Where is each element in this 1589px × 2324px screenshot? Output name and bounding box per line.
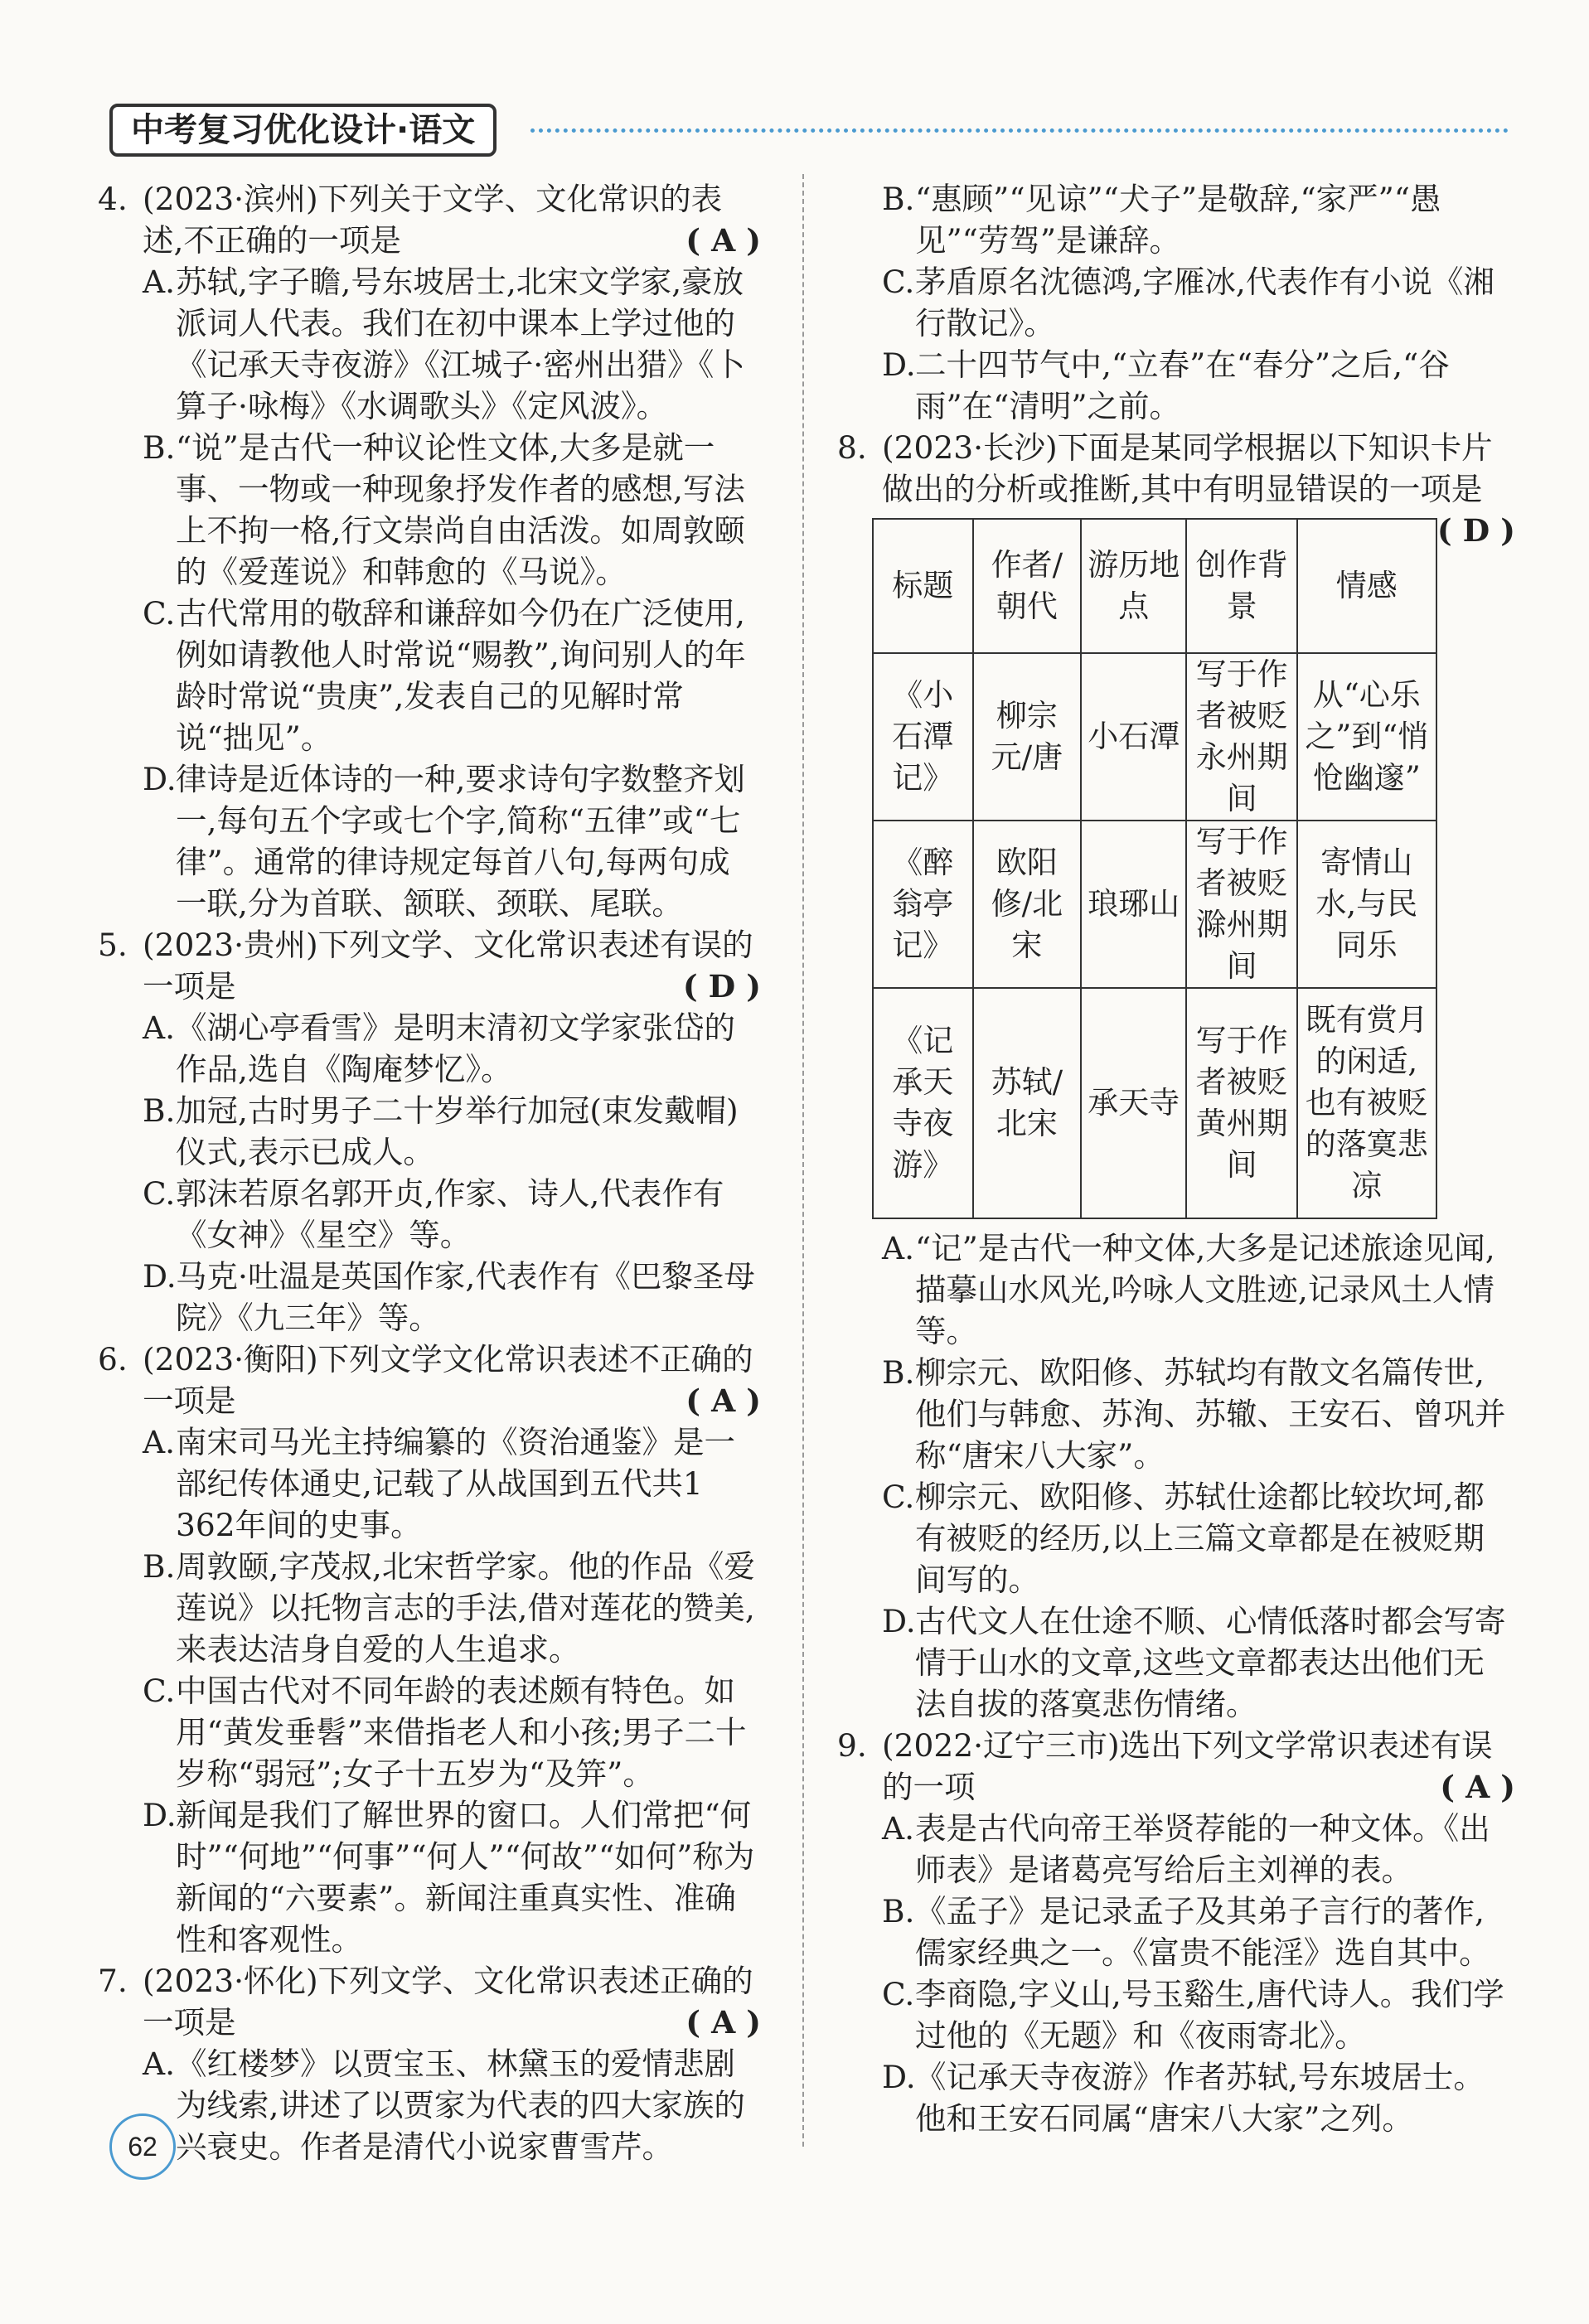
option-label: B.: [143, 429, 176, 466]
option-label: C.: [143, 1175, 176, 1212]
table-row: [873, 653, 1436, 821]
option-text: 古代文人在仕途不顺、心情低落时都会写寄情于山水的文章,这些文章都表达出他们无法自拔的落寞悲伤情绪。: [915, 1603, 1506, 1722]
option-text: 《孟子》是记录孟子及其弟子言行的著作,儒家经典之一。《富贵不能淫》选自其中。: [915, 1893, 1490, 1971]
table-header: 情感: [1297, 519, 1436, 653]
option-text: 古代常用的敬辞和谦辞如今仍在广泛使用,例如请教他人时常说“赐教”,询问别人的年龄时常说“贵庚”,发表自己的见解时常说“拙见”。: [176, 595, 746, 756]
question-stem: (2023·贵州)下列文学、文化常识表述有误的一项是: [143, 927, 753, 1005]
table-cell: 写于作者被贬滁州期间: [1186, 821, 1296, 988]
question-number: 8.: [837, 429, 867, 466]
question-8: [837, 427, 1515, 1725]
table-header-row: [873, 519, 1436, 653]
question-6: [98, 1339, 761, 1960]
table-cell: 从“心乐之”到“悄怆幽邃”: [1297, 653, 1436, 821]
option-label: C.: [882, 264, 915, 300]
page-number: 62: [109, 2113, 176, 2180]
option-text: 《红楼梦》以贾宝玉、林黛玉的爱情悲剧为线索,讲述了以贾家为代表的四大家族的兴衰史。作者是清代小说家曹雪芹。: [176, 2046, 745, 2165]
option-d: [837, 344, 1515, 427]
table-cell: 欧阳修/北宋: [973, 821, 1082, 988]
option-c: [837, 261, 1515, 344]
option-label: D.: [882, 1603, 916, 1639]
option-label: A.: [143, 1424, 176, 1460]
option-text: 苏轼,字子瞻,号东坡居士,北宋文学家,豪放派词人代表。我们在初中课本上学过他的《记承天寺夜游》《江城子·密州出猎》《卜算子·咏梅》《水调歌头》《定风波》。: [176, 264, 745, 424]
option-label: B.: [882, 1354, 915, 1391]
option-d: [837, 2056, 1515, 2139]
answer: ( A ): [685, 1382, 761, 1419]
question-5: [98, 924, 761, 1339]
option-label: D.: [143, 1797, 177, 1833]
table-cell: 既有赏月的闲适,也有被贬的落寞悲凉: [1297, 988, 1436, 1218]
option-b: [837, 1352, 1515, 1476]
option-b: [98, 1546, 761, 1670]
table-cell: 《记承天寺夜游》: [873, 988, 973, 1218]
option-label: A.: [143, 2046, 176, 2082]
option-text: 新闻是我们了解世界的窗口。人们常把“何时”“何地”“何事”“何人”“何故”“如何”称为新闻的“六要素”。新闻注重真实性、准确性和客观性。: [176, 1797, 755, 1958]
option-b: [837, 178, 1515, 261]
option-d: [98, 758, 761, 924]
option-label: B.: [882, 1893, 915, 1929]
option-text: 郭沫若原名郭开贞,作家、诗人,代表作有《女神》《星空》等。: [176, 1175, 724, 1253]
table-cell: 苏轼/北宋: [973, 988, 1082, 1218]
answer: ( A ): [685, 222, 761, 259]
table-row: [873, 988, 1436, 1218]
option-text: 加冠,古时男子二十岁举行加冠(束发戴帽)仪式,表示已成人。: [176, 1092, 739, 1170]
header-title: 中考复习优化设计·语文: [109, 104, 497, 157]
question-4: [98, 178, 761, 924]
option-text: 中国古代对不同年龄的表述颇有特色。如用“黄发垂髫”来借指老人和小孩;男子二十岁称“弱冠”;女子十五岁为“及笄”。: [176, 1673, 747, 1792]
option-text: 柳宗元、欧阳修、苏轼仕途都比较坎坷,都有被贬的经历,以上三篇文章都是在被贬期间写的。: [915, 1479, 1485, 1598]
question-stem: (2023·衡阳)下列文学文化常识表述不正确的一项是: [143, 1341, 753, 1419]
option-label: D.: [143, 761, 177, 797]
option-c: [837, 1476, 1515, 1600]
question-stem: (2023·滨州)下列关于文学、文化常识的表述,不正确的一项是: [143, 181, 723, 259]
option-label: C.: [143, 1673, 176, 1709]
option-d: [98, 1256, 761, 1339]
option-label: B.: [143, 1548, 176, 1585]
option-text: 茅盾原名沈德鸿,字雁冰,代表作有小说《湘行散记》。: [915, 264, 1495, 341]
question-7: [98, 1960, 761, 2167]
option-text: “惠顾”“见谅”“犬子”是敬辞,“家严”“愚见”“劳驾”是谦辞。: [915, 181, 1441, 259]
option-b: [98, 427, 761, 593]
table-header: 创作背景: [1186, 519, 1296, 653]
question-stem: (2023·怀化)下列文学、文化常识表述正确的一项是: [143, 1963, 753, 2041]
table-header: 游历地点: [1081, 519, 1186, 653]
option-b: [98, 1090, 761, 1173]
option-c: [98, 593, 761, 758]
option-label: A.: [882, 1810, 915, 1847]
option-label: C.: [882, 1976, 915, 2012]
option-text: 律诗是近体诗的一种,要求诗句字数整齐划一,每句五个字或七个字,简称“五律”或“七律”。通常的律诗规定每首八句,每两句成一联,分为首联、颔联、颈联、尾联。: [176, 761, 745, 922]
option-text: 二十四节气中,“立春”在“春分”之后,“谷雨”在“清明”之前。: [915, 346, 1450, 424]
option-label: A.: [143, 264, 176, 300]
question-number: 9.: [837, 1727, 867, 1764]
question-stem: (2022·辽宁三市)选出下列文学常识表述有误的一项: [882, 1727, 1493, 1805]
table-cell: 《小石潭记》: [873, 653, 973, 821]
option-c: [837, 1973, 1515, 2056]
table-header: 作者/朝代: [973, 519, 1082, 653]
question-9: [837, 1725, 1515, 2139]
option-d: [837, 1600, 1515, 1725]
option-a: [837, 1808, 1515, 1891]
question-stem: (2023·长沙)下面是某同学根据以下知识卡片做出的分析或推断,其中有明显错误的一项是: [882, 429, 1493, 507]
option-d: [98, 1794, 761, 1960]
option-a: [98, 2043, 761, 2167]
answer: ( D ): [682, 968, 761, 1005]
question-7-continued: [837, 178, 1515, 427]
knowledge-card-table: [872, 518, 1437, 1219]
option-label: A.: [882, 1230, 915, 1266]
option-text: 《记承天寺夜游》作者苏轼,号东坡居士。他和王安石同属“唐宋八大家”之列。: [915, 2059, 1485, 2137]
option-text: 南宋司马光主持编纂的《资治通鉴》是一部纪传体通史,记载了从战国到五代共1 362年间的史事。: [176, 1424, 735, 1543]
table-cell: 写于作者被贬永州期间: [1186, 653, 1296, 821]
option-label: D.: [882, 2059, 916, 2095]
table-cell: 承天寺: [1081, 988, 1186, 1218]
table-cell: 小石潭: [1081, 653, 1186, 821]
table-cell: 柳宗元/唐: [973, 653, 1082, 821]
option-a: [98, 1007, 761, 1090]
table-cell: 寄情山水,与民同乐: [1297, 821, 1436, 988]
option-text: 《湖心亭看雪》是明末清初文学家张岱的作品,选自《陶庵梦忆》。: [176, 1009, 735, 1087]
question-number: 4.: [98, 181, 128, 217]
page-header: [109, 104, 497, 156]
question-number: 6.: [98, 1341, 128, 1377]
option-label: D.: [143, 1258, 177, 1295]
table-header: 标题: [873, 519, 973, 653]
header-dotted-rule: [530, 128, 1509, 133]
question-number: 5.: [98, 927, 128, 963]
table-cell: 琅琊山: [1081, 821, 1186, 988]
option-label: A.: [143, 1009, 176, 1046]
option-label: C.: [882, 1479, 915, 1515]
option-c: [98, 1670, 761, 1794]
table-cell: 《醉翁亭记》: [873, 821, 973, 988]
option-a: [837, 1227, 1515, 1352]
option-text: “说”是古代一种议论性文体,大多是就一事、一物或一种现象抒发作者的感想,写法上不拘一格,行文崇尚自由活泼。如周敦颐的《爱莲说》和韩愈的《马说》。: [176, 429, 745, 590]
option-label: B.: [882, 181, 915, 217]
option-label: D.: [882, 346, 916, 383]
option-text: “记”是古代一种文体,大多是记述旅途见闻,描摹山水风光,吟咏人文胜迹,记录风土人情等。: [915, 1230, 1495, 1349]
left-column: [98, 178, 761, 2167]
right-column: [837, 178, 1515, 2139]
table-cell: 写于作者被贬黄州期间: [1186, 988, 1296, 1218]
answer: ( A ): [1440, 1769, 1515, 1805]
question-number: 7.: [98, 1963, 128, 1999]
option-a: [98, 261, 761, 427]
answer: ( D ): [1436, 512, 1515, 549]
answer: ( A ): [685, 2004, 761, 2041]
option-text: 李商隐,字义山,号玉谿生,唐代诗人。我们学过他的《无题》和《夜雨寄北》。: [915, 1976, 1504, 2054]
table-row: [873, 821, 1436, 988]
option-label: B.: [143, 1092, 176, 1129]
option-a: [98, 1421, 761, 1546]
option-text: 表是古代向帝王举贤荐能的一种文体。《出师表》是诸葛亮写给后主刘禅的表。: [915, 1810, 1490, 1888]
option-text: 周敦颐,字茂叔,北宋哲学家。他的作品《爱莲说》以托物言志的手法,借对莲花的赞美,来表达洁身自爱的人生追求。: [176, 1548, 755, 1668]
option-c: [98, 1173, 761, 1256]
column-divider: [802, 174, 804, 2147]
option-text: 马克·吐温是英国作家,代表作有《巴黎圣母院》《九三年》等。: [176, 1258, 755, 1336]
option-text: 柳宗元、欧阳修、苏轼均有散文名篇传世,他们与韩愈、苏洵、苏辙、王安石、曾巩并称“唐宋八大家”。: [915, 1354, 1506, 1474]
option-label: C.: [143, 595, 176, 632]
option-b: [837, 1891, 1515, 1973]
